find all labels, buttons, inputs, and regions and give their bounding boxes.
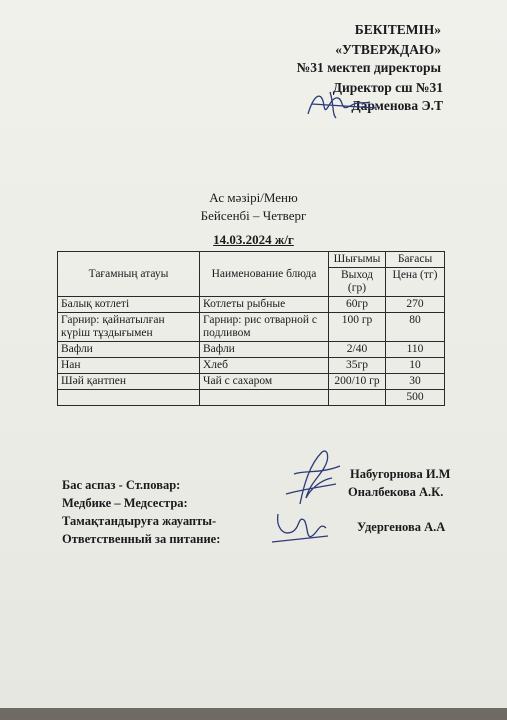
day-title: Бейсенбі – Четверг <box>200 208 307 223</box>
approval-line-3: №31 мектеп директоры <box>296 60 441 75</box>
responsible-role-kz: Тамақтандыруға жауапты- <box>62 514 217 528</box>
header-output-ru: Выход (гр) <box>329 268 386 297</box>
approval-line-2: «УТВЕРЖДАЮ» <box>335 42 441 57</box>
header-name-kz: Тағамның атауы <box>58 252 200 297</box>
header-name-ru: Наименование блюда <box>200 252 329 297</box>
cell-price: 10 <box>386 358 445 374</box>
cell-output: 35гр <box>329 358 386 374</box>
cell-price: 110 <box>386 342 445 358</box>
cell-output: 200/10 гр <box>329 374 386 390</box>
table-total-row <box>58 390 445 406</box>
responsible-signature <box>268 506 338 548</box>
table-row <box>58 297 445 313</box>
cell-output: 2/40 <box>329 342 386 358</box>
table-row <box>58 374 445 390</box>
cell-name-ru: Чай с сахаром <box>200 374 329 390</box>
cell-name-ru: Котлеты рыбные <box>200 297 329 313</box>
chef-name: Набугорнова И.М <box>350 467 451 481</box>
chef-signature <box>280 444 360 514</box>
header-price-ru: Цена (тг) <box>386 268 445 297</box>
total-price: 500 <box>386 390 445 406</box>
cell-output: 100 гр <box>329 313 386 342</box>
cell-price: 270 <box>386 297 445 313</box>
cell-name-kz <box>58 390 200 406</box>
responsible-name: Удергенова А.А <box>357 520 446 534</box>
cell-name-ru: Гарнир: рис отварной с подливом <box>200 313 329 342</box>
chef-role: Бас аспаз - Ст.повар: <box>62 478 181 492</box>
cell-name-ru: Вафли <box>200 342 329 358</box>
signature-roles <box>62 476 220 548</box>
cell-name-ru: Хлеб <box>200 358 329 374</box>
responsible-role-ru: Ответственный за питание: <box>62 532 221 546</box>
director-signature <box>300 84 390 124</box>
menu-date: 14.03.2024 ж/г <box>213 232 294 247</box>
approval-line-1: БЕКІТЕМІН» <box>354 22 441 37</box>
table-row <box>58 342 445 358</box>
cell-name-kz: Шәй қантпен <box>58 374 200 390</box>
nurse-name: Оналбекова А.К. <box>348 485 444 499</box>
menu-table <box>57 251 445 406</box>
table-row <box>58 358 445 374</box>
cell-name-kz: Вафли <box>58 342 200 358</box>
menu-title: Ас мәзірі/Меню <box>209 190 298 205</box>
approval-director-name: Дарменова Э.Т <box>351 98 443 113</box>
cell-price: 30 <box>386 374 445 390</box>
cell-name-kz: Гарнир: қайнатылған күріш тұздығымен <box>58 313 200 342</box>
table-row <box>58 313 445 342</box>
table-header-row <box>58 252 445 268</box>
nurse-role: Медбике – Медсестра: <box>62 496 188 510</box>
header-output-kz: Шығымы <box>329 252 386 268</box>
cell-name-ru <box>200 390 329 406</box>
cell-output <box>329 390 386 406</box>
approval-line-4: Директор сш №31 <box>332 80 443 95</box>
header-price-kz: Бағасы <box>386 252 445 268</box>
cell-price: 80 <box>386 313 445 342</box>
cell-name-kz: Балық котлеті <box>58 297 200 313</box>
cell-name-kz: Нан <box>58 358 200 374</box>
cell-output: 60гр <box>329 297 386 313</box>
